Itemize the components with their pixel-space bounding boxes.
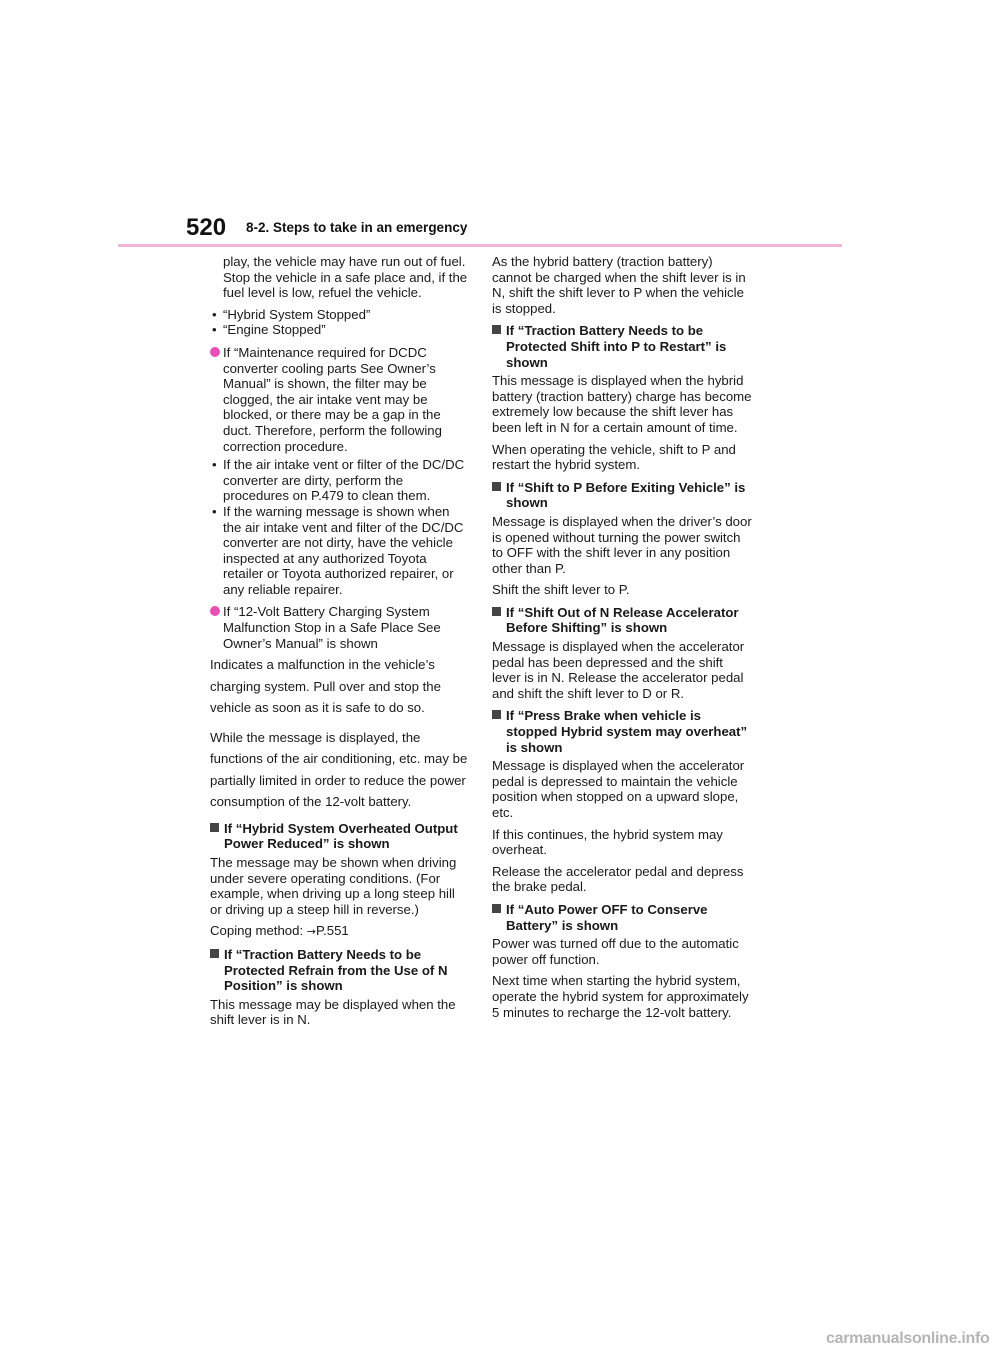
square-bullet-icon	[210, 949, 219, 958]
header-rule	[118, 244, 842, 247]
shiftout-paragraph: Message is displayed when the accelerator pedal has been depressed and the shift lever is in N. Release the accelerator pedal and shift the shift lever to D or R.	[492, 639, 745, 701]
autooff-heading: If “Auto Power OFF to Conserve Battery” is shown	[492, 902, 754, 933]
circle-bullet-icon	[210, 606, 220, 616]
brake-heading: If “Press Brake when vehicle is stopped Hybrid system may overheat” is shown	[492, 708, 754, 755]
shiftout-heading: If “Shift Out of N Release Accelerator Before Shifting” is shown	[492, 605, 754, 636]
circle-bullet-icon	[210, 347, 220, 357]
page-number: 520	[186, 214, 227, 241]
square-bullet-icon	[492, 607, 501, 616]
autooff-paragraph-1: Power was turned off due to the automatic power off function.	[492, 936, 739, 967]
battery-paragraph-2: While the message is displayed, the functions of the air conditioning, etc. may be partially limited in order to reduce the power consumption of the 12-volt battery.	[210, 729, 468, 810]
continued-paragraph: As the hybrid battery (traction battery) cannot be charged when the shift lever is in N, shift the shift lever to P when the vehicle is stopped.	[492, 254, 746, 316]
exit-heading: If “Shift to P Before Exiting Vehicle” is shown	[492, 480, 754, 511]
overheat-heading: If “Hybrid System Overheated Output Power Reduced” is shown	[210, 821, 468, 852]
watermark-logo: carmanualsonline.info	[826, 1330, 990, 1347]
refrain-paragraph: This message may be displayed when the shift lever is in N.	[210, 996, 456, 1028]
continued-paragraph: play, the vehicle may have run out of fuel. Stop the vehicle in a safe place and, if the fuel level is low, refuel the vehicle.	[223, 254, 468, 301]
left-column	[210, 254, 468, 1034]
list-item: • “Hybrid System Stopped”	[212, 306, 371, 322]
list-item: • If the warning message is shown when the air intake vent and filter of the DC/DC converter are not dirty, have the vehicle inspected at any authorized Toyota retailer or Toyota authorized repairer, or any reliable repairer.	[212, 503, 464, 597]
overheat-paragraph: The message may be shown when driving under severe operating conditions. (For example, when driving up a long steep hill or driving up a steep hill in reverse.)	[210, 854, 457, 917]
exit-paragraph-1: Message is displayed when the driver’s door is opened without turning the power switch to OFF with the shift lever in any position other than P.	[492, 513, 752, 576]
dcdc-bullet-list	[210, 457, 468, 597]
bullet-dot-icon: •	[212, 457, 217, 473]
bullet-dot-icon: •	[212, 306, 217, 322]
square-bullet-icon	[492, 325, 501, 334]
square-bullet-icon	[492, 710, 501, 719]
right-arrow-icon: →	[306, 925, 316, 939]
bullet-dot-icon: •	[212, 503, 217, 519]
square-bullet-icon	[492, 904, 501, 913]
coping-method: Coping method: →P.551	[210, 923, 349, 939]
square-bullet-icon	[210, 823, 219, 832]
right-column	[492, 254, 754, 1026]
restart-paragraph-2: When operating the vehicle, shift to P and restart the hybrid system.	[492, 441, 736, 473]
page-reference-link[interactable]: P.551	[316, 923, 349, 939]
brake-paragraph-2: If this continues, the hybrid system may overheat.	[492, 826, 723, 858]
status-bullet-list	[210, 307, 468, 338]
battery-paragraph-1: Indicates a malfunction in the vehicle’s charging system. Pull over and stop the vehicle as soon as it is safe to do so.	[210, 657, 441, 716]
list-item: • If the air intake vent or filter of the DC/DC converter are dirty, perform the procedures on P.479 to clean them.	[212, 457, 465, 504]
brake-paragraph-3: Release the accelerator pedal and depress the brake pedal.	[492, 863, 744, 895]
exit-paragraph-2: Shift the shift lever to P.	[492, 582, 630, 598]
square-bullet-icon	[492, 482, 501, 491]
restart-heading: If “Traction Battery Needs to be Protected Shift into P to Restart” is shown	[492, 323, 754, 370]
list-item: • “Engine Stopped”	[212, 322, 326, 338]
battery-heading: If “12-Volt Battery Charging System Malfunction Stop in a Safe Place See Owner’s Manual” is shown	[210, 604, 468, 651]
brake-paragraph-1: Message is displayed when the accelerator pedal is depressed to maintain the vehicle position when stopped on a upward slope, etc.	[492, 758, 745, 820]
bullet-dot-icon: •	[212, 322, 217, 338]
section-title: 8-2. Steps to take in an emergency	[246, 220, 468, 235]
dcdc-heading: If “Maintenance required for DCDC converter cooling parts See Owner’s Manual” is shown, the filter may be clogged, the air intake vent may be blocked, or there may be a gap in the duct. Therefore, perform the following correction procedure.	[210, 345, 468, 454]
autooff-paragraph-2: Next time when starting the hybrid system, operate the hybrid system for approximately 5 minutes to recharge the 12-volt battery.	[492, 973, 749, 1020]
restart-paragraph-1: This message is displayed when the hybrid battery (traction battery) charge has become extremely low because the shift lever has been left in N for a certain amount of time.	[492, 373, 752, 435]
refrain-heading: If “Traction Battery Needs to be Protected Refrain from the Use of N Position” is shown	[210, 947, 468, 994]
